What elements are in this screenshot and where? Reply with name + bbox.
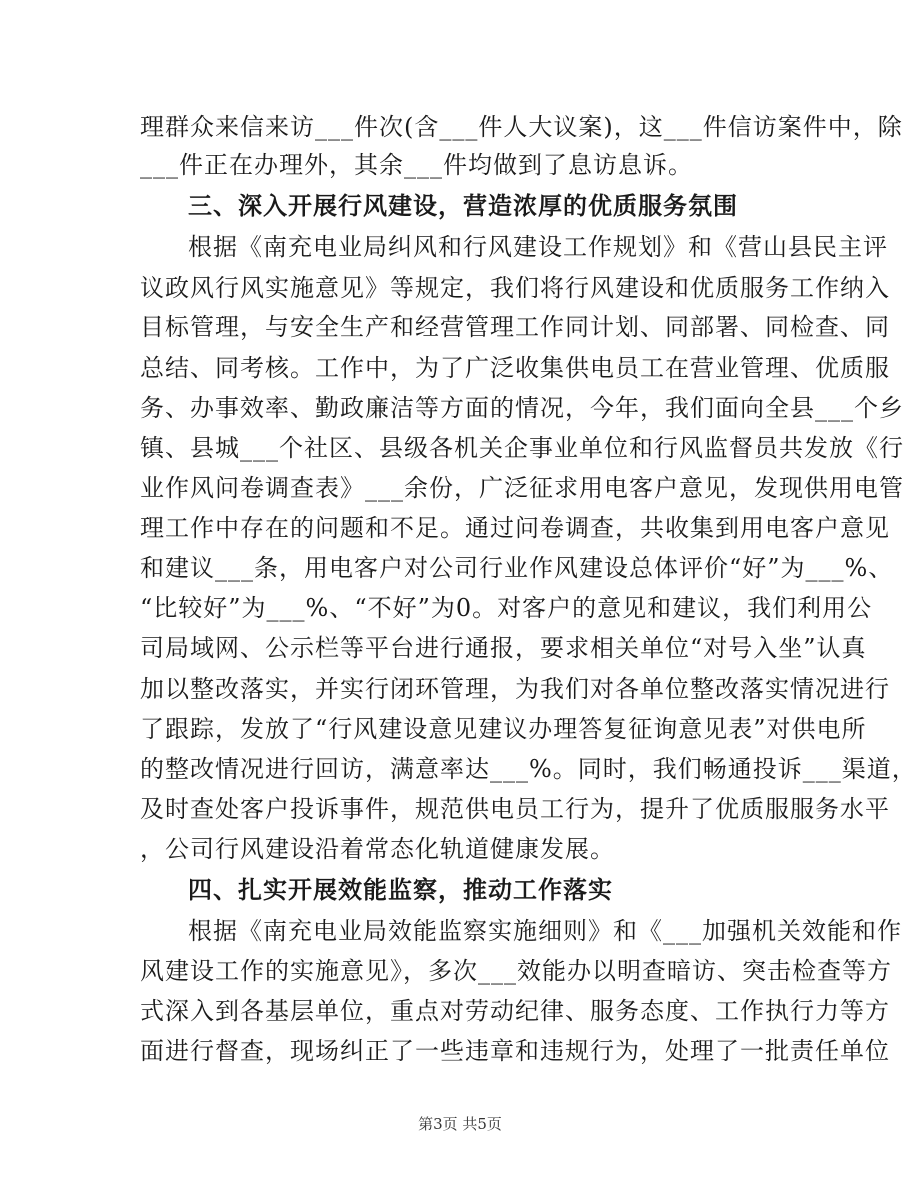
section-heading-4: 四、扎实开展效能监察，推动工作落实 xyxy=(188,875,613,904)
body-text-line: 镇、县城___个社区、县级各机关企事业单位和行风监督员共发放《行 xyxy=(140,434,904,462)
body-text-line: 及时查处客户投诉事件，规范供电员工行为，提升了优质服服务水平 xyxy=(140,795,890,823)
body-text-line: 目标管理，与安全生产和经营管理工作同计划、同部署、同检查、同 xyxy=(140,313,890,341)
body-text-line: 总结、同考核。工作中，为了广泛收集供电员工在营业管理、优质服 xyxy=(140,354,890,382)
body-text-line: 和建议___条，用电客户对公司行业作风建设总体评价“好”为___%、 xyxy=(140,554,894,582)
body-text-line: 风建设工作的实施意见》，多次___效能办以明查暗访、突击检查等方 xyxy=(140,957,892,985)
body-text-line: 业作风问卷调查表》___余份，广泛征求用电客户意见，发现供用电管 xyxy=(140,474,904,502)
body-text-line: 务、办事效率、勤政廉洁等方面的情况，今年，我们面向全县___个乡 xyxy=(140,394,904,422)
body-text-line: 式深入到各基层单位，重点对劳动纪律、服务态度、工作执行力等方 xyxy=(140,997,890,1025)
section-heading-3: 三、深入开展行风建设，营造浓厚的优质服务氛围 xyxy=(188,191,738,220)
body-text-line: 理群众来信来访___件次(含___件人大议案)，这___件信访案件中，除 xyxy=(140,113,903,141)
body-text-line: 加以整改落实，并实行闭环管理，为我们对各单位整改落实情况进行 xyxy=(140,675,890,703)
body-text-line: 的整改情况进行回访，满意率达___%。同时，我们畅通投诉___渠道， xyxy=(140,755,917,783)
body-text-line: 根据《南充电业局效能监察实施细则》和《___加强机关效能和作 xyxy=(188,917,902,945)
body-text-line: 司局域网、公示栏等平台进行通报，要求相关单位“对号入坐”认真 xyxy=(140,634,867,662)
body-text-line: 议政风行风实施意见》等规定，我们将行风建设和优质服务工作纳入 xyxy=(140,274,890,302)
body-text-line: ___件正在办理外，其余___件均做到了息访息诉。 xyxy=(140,151,693,179)
body-text-line: 根据《南充电业局纠风和行风建设工作规划》和《营山县民主评 xyxy=(188,233,888,261)
body-text-line: 面进行督查，现场纠正了一些违章和违规行为，处理了一批责任单位 xyxy=(140,1037,890,1065)
body-text-line: 了跟踪，发放了“行风建设意见建议办理答复征询意见表”对供电所 xyxy=(140,715,867,743)
body-text-line: 理工作中存在的问题和不足。通过问卷调查，共收集到用电客户意见 xyxy=(140,514,890,542)
body-text-line: “比较好”为___%、“不好”为0。对客户的意见和建议，我们利用公 xyxy=(140,594,873,622)
body-text-line: ，公司行风建设沿着常态化轨道健康发展。 xyxy=(140,835,615,863)
page-number-footer: 第3页 共5页 xyxy=(418,1115,502,1133)
